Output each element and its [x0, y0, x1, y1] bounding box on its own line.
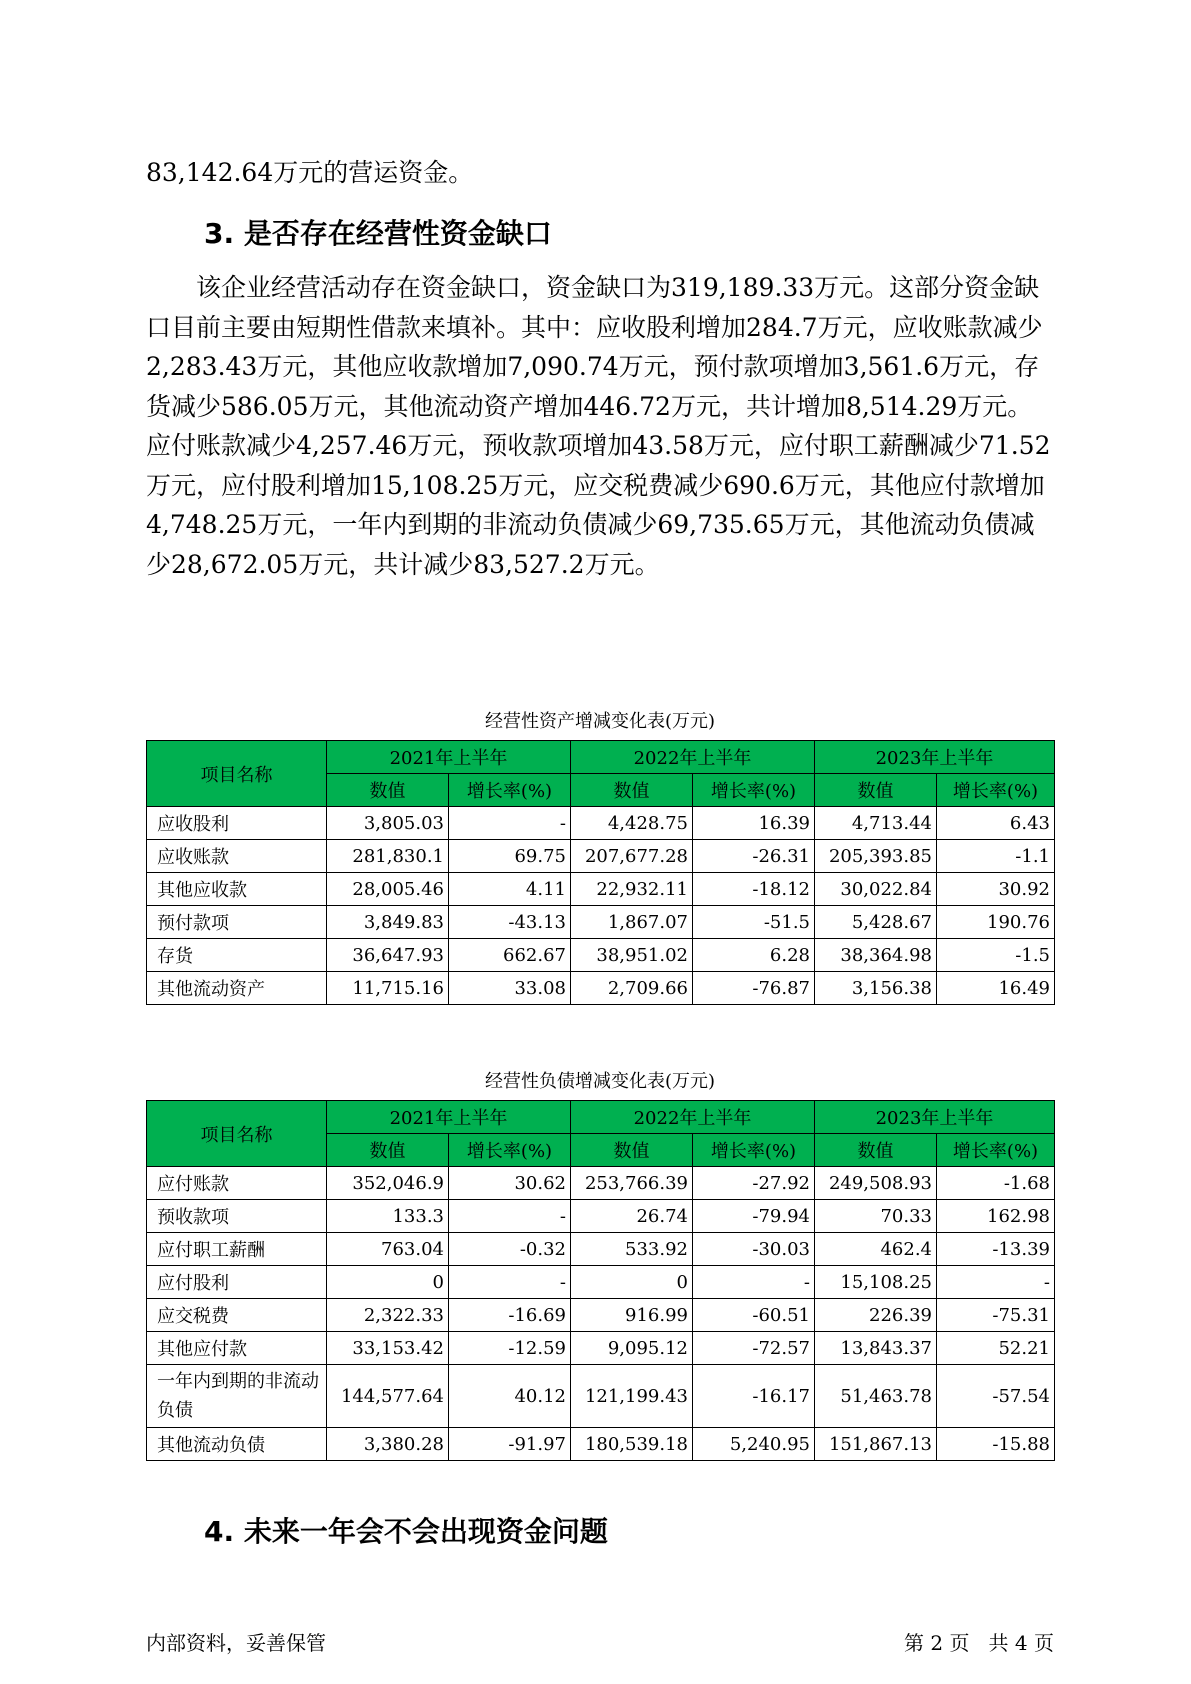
growth-rate-cell: -13.39 — [937, 1233, 1055, 1266]
operating-liabilities-table — [146, 1100, 1055, 1461]
row-item-name: 应付股利 — [147, 1266, 327, 1299]
value-cell: 0 — [327, 1266, 449, 1299]
growth-rate-cell: -43.13 — [449, 906, 571, 939]
table-row — [147, 840, 1055, 873]
value-cell: 0 — [571, 1266, 693, 1299]
growth-rate-cell: -30.03 — [693, 1233, 815, 1266]
header-growth: 增长率(%) — [449, 774, 571, 807]
growth-rate-cell: 16.49 — [937, 972, 1055, 1005]
growth-rate-cell: -91.97 — [449, 1428, 571, 1461]
growth-rate-cell: -0.32 — [449, 1233, 571, 1266]
growth-rate-cell: 30.92 — [937, 873, 1055, 906]
table-row — [147, 1299, 1055, 1332]
table-row — [147, 972, 1055, 1005]
header-value: 数值 — [571, 1134, 693, 1167]
value-cell: 462.4 — [815, 1233, 937, 1266]
header-value: 数值 — [327, 1134, 449, 1167]
growth-rate-cell: 5,240.95 — [693, 1428, 815, 1461]
growth-rate-cell: -51.5 — [693, 906, 815, 939]
growth-rate-cell: -1.68 — [937, 1167, 1055, 1200]
value-cell: 33,153.42 — [327, 1332, 449, 1365]
row-item-name: 其他应收款 — [147, 873, 327, 906]
header-growth: 增长率(%) — [693, 1134, 815, 1167]
operating-assets-table — [146, 740, 1055, 1005]
table-row — [147, 1200, 1055, 1233]
header-value: 数值 — [815, 774, 937, 807]
growth-rate-cell: 162.98 — [937, 1200, 1055, 1233]
table-row — [147, 906, 1055, 939]
growth-rate-cell: -27.92 — [693, 1167, 815, 1200]
value-cell: 38,951.02 — [571, 939, 693, 972]
row-item-name: 其他应付款 — [147, 1332, 327, 1365]
value-cell: 205,393.85 — [815, 840, 937, 873]
value-cell: 1,867.07 — [571, 906, 693, 939]
footer-page-number: 第 2 页 共 4 页 — [904, 1631, 1054, 1655]
value-cell: 3,849.83 — [327, 906, 449, 939]
table-row — [147, 1428, 1055, 1461]
value-cell: 70.33 — [815, 1200, 937, 1233]
row-item-name: 一年内到期的非流动负债 — [147, 1365, 327, 1428]
value-cell: 9,095.12 — [571, 1332, 693, 1365]
value-cell: 533.92 — [571, 1233, 693, 1266]
footer-confidential-note: 内部资料，妥善保管 — [146, 1631, 326, 1655]
row-item-name: 应付账款 — [147, 1167, 327, 1200]
value-cell: 15,108.25 — [815, 1266, 937, 1299]
value-cell: 281,830.1 — [327, 840, 449, 873]
growth-rate-cell: -76.87 — [693, 972, 815, 1005]
header-period-2021: 2021年上半年 — [327, 741, 571, 774]
growth-rate-cell: 33.08 — [449, 972, 571, 1005]
section-heading-3: 3. 是否存在经营性资金缺口 — [204, 217, 552, 250]
header-period-2022: 2022年上半年 — [571, 1101, 815, 1134]
value-cell: 352,046.9 — [327, 1167, 449, 1200]
table-row — [147, 939, 1055, 972]
value-cell: 226.39 — [815, 1299, 937, 1332]
paragraph-intro: 83,142.64万元的营运资金。 — [146, 158, 474, 187]
value-cell: 28,005.46 — [327, 873, 449, 906]
row-item-name: 应交税费 — [147, 1299, 327, 1332]
growth-rate-cell: 16.39 — [693, 807, 815, 840]
growth-rate-cell: - — [937, 1266, 1055, 1299]
growth-rate-cell: -57.54 — [937, 1365, 1055, 1428]
value-cell: 4,428.75 — [571, 807, 693, 840]
growth-rate-cell: -15.88 — [937, 1428, 1055, 1461]
growth-rate-cell: -16.69 — [449, 1299, 571, 1332]
value-cell: 38,364.98 — [815, 939, 937, 972]
value-cell: 916.99 — [571, 1299, 693, 1332]
value-cell: 133.3 — [327, 1200, 449, 1233]
growth-rate-cell: -26.31 — [693, 840, 815, 873]
table-row — [147, 1167, 1055, 1200]
header-period-2022: 2022年上半年 — [571, 741, 815, 774]
growth-rate-cell: - — [449, 1200, 571, 1233]
growth-rate-cell: 69.75 — [449, 840, 571, 873]
header-value: 数值 — [815, 1134, 937, 1167]
growth-rate-cell: -18.12 — [693, 873, 815, 906]
value-cell: 253,766.39 — [571, 1167, 693, 1200]
value-cell: 2,322.33 — [327, 1299, 449, 1332]
value-cell: 51,463.78 — [815, 1365, 937, 1428]
value-cell: 13,843.37 — [815, 1332, 937, 1365]
value-cell: 249,508.93 — [815, 1167, 937, 1200]
header-growth: 增长率(%) — [937, 774, 1055, 807]
growth-rate-cell: - — [449, 807, 571, 840]
table-caption-assets: 经营性资产增减变化表(万元) — [484, 711, 716, 732]
table-row — [147, 807, 1055, 840]
value-cell: 4,713.44 — [815, 807, 937, 840]
header-period-2023: 2023年上半年 — [815, 1101, 1055, 1134]
growth-rate-cell: -79.94 — [693, 1200, 815, 1233]
table-row — [147, 873, 1055, 906]
row-item-name: 应付职工薪酬 — [147, 1233, 327, 1266]
row-item-name: 应收账款 — [147, 840, 327, 873]
growth-rate-cell: - — [449, 1266, 571, 1299]
growth-rate-cell: -12.59 — [449, 1332, 571, 1365]
value-cell: 3,380.28 — [327, 1428, 449, 1461]
assets-table-body — [147, 807, 1055, 1005]
header-value: 数值 — [327, 774, 449, 807]
growth-rate-cell: - — [693, 1266, 815, 1299]
value-cell: 2,709.66 — [571, 972, 693, 1005]
growth-rate-cell: 6.28 — [693, 939, 815, 972]
value-cell: 5,428.67 — [815, 906, 937, 939]
growth-rate-cell: -1.1 — [937, 840, 1055, 873]
value-cell: 151,867.13 — [815, 1428, 937, 1461]
header-value: 数值 — [571, 774, 693, 807]
value-cell: 3,156.38 — [815, 972, 937, 1005]
row-item-name: 预付款项 — [147, 906, 327, 939]
growth-rate-cell: -60.51 — [693, 1299, 815, 1332]
liabilities-table-body — [147, 1167, 1055, 1461]
value-cell: 3,805.03 — [327, 807, 449, 840]
value-cell: 144,577.64 — [327, 1365, 449, 1428]
header-item-name: 项目名称 — [147, 1101, 327, 1167]
row-item-name: 其他流动资产 — [147, 972, 327, 1005]
table-caption-liabilities: 经营性负债增减变化表(万元) — [484, 1071, 716, 1092]
value-cell: 121,199.43 — [571, 1365, 693, 1428]
section-heading-4: 4. 未来一年会不会出现资金问题 — [204, 1515, 608, 1548]
value-cell: 207,677.28 — [571, 840, 693, 873]
header-growth: 增长率(%) — [937, 1134, 1055, 1167]
value-cell: 763.04 — [327, 1233, 449, 1266]
header-growth: 增长率(%) — [693, 774, 815, 807]
header-period-2021: 2021年上半年 — [327, 1101, 571, 1134]
table-row — [147, 1332, 1055, 1365]
value-cell: 30,022.84 — [815, 873, 937, 906]
row-item-name: 存货 — [147, 939, 327, 972]
growth-rate-cell: 190.76 — [937, 906, 1055, 939]
value-cell: 180,539.18 — [571, 1428, 693, 1461]
growth-rate-cell: -72.57 — [693, 1332, 815, 1365]
growth-rate-cell: 52.21 — [937, 1332, 1055, 1365]
growth-rate-cell: -75.31 — [937, 1299, 1055, 1332]
growth-rate-cell: 30.62 — [449, 1167, 571, 1200]
paragraph-funding-gap: 该企业经营活动存在资金缺口，资金缺口为319,189.33万元。这部分资金缺口目前主要由短期性借款来填补。其中：应收股利增加284.7万元，应收账款减少2,283.43万元，其他应收款增加7,090.74万元，预付款项增加3,561.6万元，存货减少586.05万元，其他流动资产增加446.72万元，共计增加8,514.29万元。应付账款减少4,257.46万元，预收款项增加43.58万元，应付职工薪酬减少71.52万元，应付股利增加15,108.25万元，应交税费减少690.6万元，其他应付款增加4,748.25万元，一年内到期的非流动负债减少69,735.65万元，其他流动负债减少28,672.05万元，共计减少83,527.2万元。 — [146, 273, 1051, 579]
row-item-name: 其他流动负债 — [147, 1428, 327, 1461]
table-row — [147, 1233, 1055, 1266]
growth-rate-cell: -1.5 — [937, 939, 1055, 972]
value-cell: 36,647.93 — [327, 939, 449, 972]
growth-rate-cell: -16.17 — [693, 1365, 815, 1428]
row-item-name: 预收款项 — [147, 1200, 327, 1233]
value-cell: 11,715.16 — [327, 972, 449, 1005]
growth-rate-cell: 662.67 — [449, 939, 571, 972]
header-item-name: 项目名称 — [147, 741, 327, 807]
value-cell: 26.74 — [571, 1200, 693, 1233]
growth-rate-cell: 4.11 — [449, 873, 571, 906]
header-period-2023: 2023年上半年 — [815, 741, 1055, 774]
growth-rate-cell: 40.12 — [449, 1365, 571, 1428]
table-row — [147, 1266, 1055, 1299]
table-row — [147, 1365, 1055, 1428]
value-cell: 22,932.11 — [571, 873, 693, 906]
header-growth: 增长率(%) — [449, 1134, 571, 1167]
growth-rate-cell: 6.43 — [937, 807, 1055, 840]
row-item-name: 应收股利 — [147, 807, 327, 840]
